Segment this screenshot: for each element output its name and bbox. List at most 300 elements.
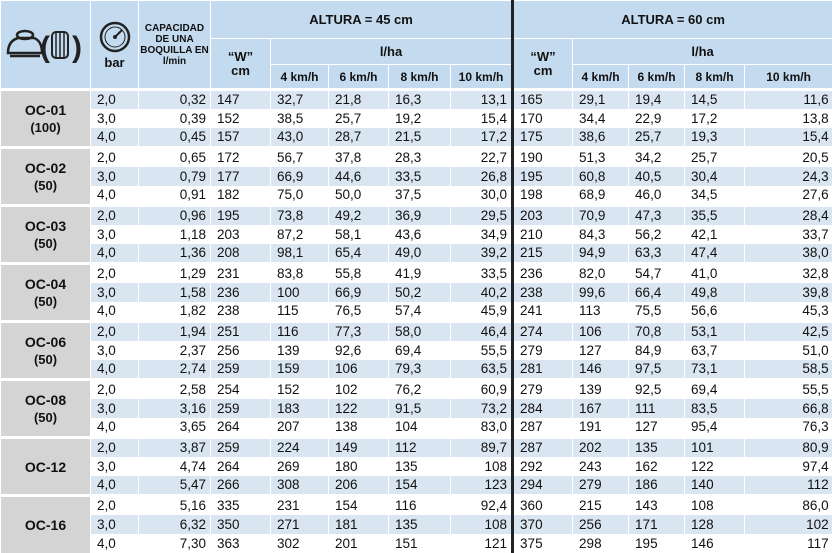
table-cell: 0,91 (139, 186, 211, 206)
table-cell: 177 (211, 167, 271, 186)
table-cell: 45,3 (745, 302, 832, 322)
nozzle-model-cell (1, 264, 91, 322)
height-45-title: ALTURA = 45 cm (211, 1, 513, 39)
table-cell: 3,16 (139, 399, 211, 418)
table-cell: 40,5 (629, 167, 685, 186)
table-cell: 17,2 (451, 128, 513, 148)
table-cell: 243 (573, 457, 629, 476)
table-cell: 73,2 (451, 399, 513, 418)
table-cell: 102 (745, 515, 832, 534)
nozzle-flow: (50) (33, 293, 58, 309)
table-cell: 82,0 (573, 264, 629, 284)
table-cell: 25,7 (629, 128, 685, 148)
table-cell: 231 (211, 264, 271, 284)
table-cell: 112 (389, 438, 451, 458)
table-row (1, 476, 832, 496)
table-cell: 215 (573, 496, 629, 516)
nozzle-model: OC-02 (24, 159, 67, 176)
table-cell: 151 (389, 534, 451, 553)
table-cell: 127 (629, 418, 685, 438)
table-cell: 29,1 (573, 90, 629, 110)
table-cell: 45,9 (451, 302, 513, 322)
table-cell: 21,8 (329, 90, 389, 110)
table-cell: 2,0 (91, 90, 139, 110)
speed-header: 8 km/h (685, 65, 745, 90)
table-cell: 49,0 (389, 244, 451, 264)
table-cell: 33,5 (451, 264, 513, 284)
table-cell: 128 (685, 515, 745, 534)
table-cell: 7,30 (139, 534, 211, 553)
table-cell: 16,3 (389, 90, 451, 110)
table-cell: 77,3 (329, 322, 389, 342)
table-cell: 69,4 (389, 341, 451, 360)
table-cell: 4,0 (91, 186, 139, 206)
nozzle-flow: (50) (33, 177, 58, 193)
table-cell: 46,0 (629, 186, 685, 206)
table-cell: 111 (629, 399, 685, 418)
bar-label: bar (104, 54, 125, 70)
table-cell: 375 (513, 534, 573, 553)
table-cell: 279 (573, 476, 629, 496)
speed-header: 6 km/h (329, 65, 389, 90)
table-cell: 13,1 (451, 90, 513, 110)
table-row (1, 90, 832, 110)
rate-header-45: l/ha (271, 39, 513, 65)
table-cell: 207 (271, 418, 329, 438)
table-cell: 251 (211, 322, 271, 342)
w-unit: cm (231, 62, 250, 78)
table-cell: 269 (271, 457, 329, 476)
height-60-title: ALTURA = 60 cm (513, 1, 832, 39)
table-cell: 27,6 (745, 186, 832, 206)
table-cell: 241 (513, 302, 573, 322)
speed-header: 10 km/h (745, 65, 832, 90)
table-cell: 0,32 (139, 90, 211, 110)
table-row (1, 438, 832, 458)
table-cell: 2,0 (91, 206, 139, 226)
table-cell: 3,0 (91, 225, 139, 244)
table-cell: 98,1 (271, 244, 329, 264)
table-cell: 182 (211, 186, 271, 206)
table-cell: 0,39 (139, 109, 211, 128)
table-cell: 172 (211, 148, 271, 168)
table-cell: 51,3 (573, 148, 629, 168)
table-cell: 259 (211, 438, 271, 458)
table-cell: 2,37 (139, 341, 211, 360)
table-cell: 15,4 (451, 109, 513, 128)
table-cell: 19,4 (629, 90, 685, 110)
table-cell: 75,5 (629, 302, 685, 322)
table-cell: 19,2 (389, 109, 451, 128)
table-cell: 4,0 (91, 418, 139, 438)
table-cell: 1,29 (139, 264, 211, 284)
table-cell: 236 (513, 264, 573, 284)
table-cell: 122 (685, 457, 745, 476)
table-row (1, 322, 832, 342)
nozzle-model-cell (1, 380, 91, 438)
table-cell: 1,36 (139, 244, 211, 264)
table-row (1, 418, 832, 438)
table-cell: 159 (271, 360, 329, 380)
w-header-60 (513, 39, 573, 90)
table-row (1, 167, 832, 186)
speed-header: 6 km/h (629, 65, 685, 90)
table-cell: 6,32 (139, 515, 211, 534)
table-cell: 1,58 (139, 283, 211, 302)
table-cell: 66,4 (629, 283, 685, 302)
table-cell: 266 (211, 476, 271, 496)
nozzle-model: OC-04 (24, 275, 67, 292)
table-cell: 308 (271, 476, 329, 496)
table-row (1, 360, 832, 380)
table-cell: 236 (211, 283, 271, 302)
table-row (1, 186, 832, 206)
table-cell: 15,4 (745, 128, 832, 148)
table-cell: 264 (211, 457, 271, 476)
table-cell: 256 (573, 515, 629, 534)
speed-header: 10 km/h (451, 65, 513, 90)
nozzle-model-cell (1, 322, 91, 380)
table-cell: 115 (271, 302, 329, 322)
table-cell: 1,18 (139, 225, 211, 244)
table-cell: 84,9 (629, 341, 685, 360)
table-cell: 4,0 (91, 128, 139, 148)
table-row (1, 457, 832, 476)
table-cell: 154 (389, 476, 451, 496)
table-cell: 138 (329, 418, 389, 438)
table-cell: 203 (211, 225, 271, 244)
table-cell: 127 (573, 341, 629, 360)
table-cell: 202 (573, 438, 629, 458)
table-cell: 4,0 (91, 534, 139, 553)
table-cell: 2,0 (91, 380, 139, 400)
table-cell: 39,8 (745, 283, 832, 302)
table-cell: 350 (211, 515, 271, 534)
table-cell: 32,8 (745, 264, 832, 284)
capacity-header: CAPACIDAD DE UNA BOQUILLA EN l/min (139, 1, 211, 90)
table-cell: 91,5 (389, 399, 451, 418)
table-cell: 287 (513, 418, 573, 438)
table-cell: 198 (513, 186, 573, 206)
table-cell: 32,7 (271, 90, 329, 110)
table-row (1, 496, 832, 516)
table-cell: 26,8 (451, 167, 513, 186)
table-cell: 39,2 (451, 244, 513, 264)
table-cell: 256 (211, 341, 271, 360)
table-cell: 49,8 (685, 283, 745, 302)
table-cell: 108 (451, 457, 513, 476)
table-cell: 58,5 (745, 360, 832, 380)
table-cell: 55,5 (745, 380, 832, 400)
table-cell: 4,0 (91, 476, 139, 496)
table-cell: 66,9 (329, 283, 389, 302)
table-cell: 3,0 (91, 109, 139, 128)
table-cell: 54,7 (629, 264, 685, 284)
table-cell: 57,4 (389, 302, 451, 322)
table-cell: 123 (451, 476, 513, 496)
table-cell: 13,8 (745, 109, 832, 128)
table-cell: 49,2 (329, 206, 389, 226)
table-cell: 42,5 (745, 322, 832, 342)
table-cell: 40,2 (451, 283, 513, 302)
table-row (1, 128, 832, 148)
w-label: “W” (227, 48, 254, 64)
table-cell: 147 (211, 90, 271, 110)
table-cell: 97,4 (745, 457, 832, 476)
table-cell: 97,5 (629, 360, 685, 380)
table-cell: 154 (329, 496, 389, 516)
table-cell: 50,2 (389, 283, 451, 302)
table-cell: 121 (451, 534, 513, 553)
table-cell: 95,4 (685, 418, 745, 438)
table-cell: 2,74 (139, 360, 211, 380)
table-cell: 274 (513, 322, 573, 342)
table-cell: 75,0 (271, 186, 329, 206)
table-cell: 116 (271, 322, 329, 342)
table-cell: 56,6 (685, 302, 745, 322)
table-cell: 84,3 (573, 225, 629, 244)
table-cell: 38,6 (573, 128, 629, 148)
nozzle-flow: (50) (33, 351, 58, 367)
nozzle-model: OC-08 (24, 391, 67, 408)
table-cell: 92,4 (451, 496, 513, 516)
nozzle-model: OC-03 (24, 217, 67, 234)
table-row (1, 148, 832, 168)
table-cell: 175 (513, 128, 573, 148)
table-cell: 63,3 (629, 244, 685, 264)
table-cell: 157 (211, 128, 271, 148)
table-cell: 47,3 (629, 206, 685, 226)
table-cell: 28,7 (329, 128, 389, 148)
table-cell: 28,3 (389, 148, 451, 168)
table-cell: 292 (513, 457, 573, 476)
table-cell: 279 (513, 341, 573, 360)
table-cell: 41,9 (389, 264, 451, 284)
table-cell: 100 (271, 283, 329, 302)
table-cell: 2,58 (139, 380, 211, 400)
table-cell: 108 (451, 515, 513, 534)
table-cell: 99,6 (573, 283, 629, 302)
table-cell: 279 (513, 380, 573, 400)
table-cell: 38,5 (271, 109, 329, 128)
table-cell: 102 (329, 380, 389, 400)
table-cell: 186 (629, 476, 685, 496)
nozzle-flow: (50) (33, 409, 58, 425)
rate-header-60: l/ha (573, 39, 832, 65)
w-label: “W” (530, 48, 556, 64)
table-cell: 30,4 (685, 167, 745, 186)
table-cell: 180 (329, 457, 389, 476)
table-cell: 3,0 (91, 341, 139, 360)
table-cell: 38,0 (745, 244, 832, 264)
speed-header: 4 km/h (573, 65, 629, 90)
table-cell: 34,2 (629, 148, 685, 168)
nozzle-model: OC-01 (24, 101, 67, 118)
table-cell: 65,4 (329, 244, 389, 264)
table-cell: 140 (685, 476, 745, 496)
table-cell: 231 (271, 496, 329, 516)
table-cell: 106 (329, 360, 389, 380)
speed-header: 4 km/h (271, 65, 329, 90)
nozzle-model: OC-12 (24, 458, 67, 475)
table-cell: 2,0 (91, 322, 139, 342)
table-cell: 2,0 (91, 148, 139, 168)
table-cell: 21,5 (389, 128, 451, 148)
table-cell: 3,0 (91, 167, 139, 186)
table-cell: 4,74 (139, 457, 211, 476)
table-cell: 191 (573, 418, 629, 438)
nozzle-flow: (100) (30, 119, 61, 135)
table-cell: 281 (513, 360, 573, 380)
bar-header (91, 1, 139, 90)
table-cell: 30,0 (451, 186, 513, 206)
table-row (1, 341, 832, 360)
table-cell: 33,5 (389, 167, 451, 186)
table-cell: 0,96 (139, 206, 211, 226)
table-cell: 83,0 (451, 418, 513, 438)
table-cell: 101 (685, 438, 745, 458)
table-row (1, 244, 832, 264)
table-cell: 70,8 (629, 322, 685, 342)
table-cell: 20,5 (745, 148, 832, 168)
table-cell: 70,9 (573, 206, 629, 226)
speed-header: 8 km/h (389, 65, 451, 90)
table-cell: 208 (211, 244, 271, 264)
nozzle-model-cell (1, 438, 91, 496)
table-cell: 139 (573, 380, 629, 400)
nozzle-model: OC-16 (24, 517, 67, 533)
table-row (1, 380, 832, 400)
table-cell: 37,8 (329, 148, 389, 168)
table-cell: 66,9 (271, 167, 329, 186)
table-cell: 170 (513, 109, 573, 128)
table-cell: 24,3 (745, 167, 832, 186)
table-cell: 41,0 (685, 264, 745, 284)
table-cell: 149 (329, 438, 389, 458)
table-cell: 171 (629, 515, 685, 534)
table-cell: 19,3 (685, 128, 745, 148)
table-row (1, 302, 832, 322)
table-cell: 17,2 (685, 109, 745, 128)
table-cell: 73,8 (271, 206, 329, 226)
table-cell: 83,8 (271, 264, 329, 284)
table-cell: 135 (389, 515, 451, 534)
table-cell: 238 (211, 302, 271, 322)
table-cell: 370 (513, 515, 573, 534)
table-cell: 116 (389, 496, 451, 516)
table-cell: 43,6 (389, 225, 451, 244)
table-cell: 0,45 (139, 128, 211, 148)
pressure-gauge-icon (98, 20, 132, 54)
table-cell: 53,1 (685, 322, 745, 342)
table-cell: 360 (513, 496, 573, 516)
table-cell: 104 (389, 418, 451, 438)
table-cell: 108 (685, 496, 745, 516)
table-cell: 335 (211, 496, 271, 516)
table-cell: 83,5 (685, 399, 745, 418)
table-cell: 55,5 (451, 341, 513, 360)
table-cell: 146 (685, 534, 745, 553)
table-cell: 1,94 (139, 322, 211, 342)
table-cell: 37,5 (389, 186, 451, 206)
nozzle-model-cell (1, 148, 91, 206)
table-cell: 86,0 (745, 496, 832, 516)
table-cell: 35,5 (685, 206, 745, 226)
table-cell: 63,5 (451, 360, 513, 380)
table-cell: 195 (211, 206, 271, 226)
table-cell: 5,47 (139, 476, 211, 496)
table-cell: 113 (573, 302, 629, 322)
table-row (1, 264, 832, 284)
nozzle-flow: (50) (33, 235, 58, 251)
table-cell: 112 (745, 476, 832, 496)
table-cell: 44,6 (329, 167, 389, 186)
nozzle-icon-cell (1, 1, 91, 90)
table-cell: 4,0 (91, 302, 139, 322)
table-cell: 181 (329, 515, 389, 534)
table-cell: 122 (329, 399, 389, 418)
table-cell: 47,4 (685, 244, 745, 264)
table-cell: 1,82 (139, 302, 211, 322)
table-cell: 0,79 (139, 167, 211, 186)
table-cell: 28,4 (745, 206, 832, 226)
table-cell: 34,5 (685, 186, 745, 206)
table-cell: 25,7 (685, 148, 745, 168)
table-cell: 201 (329, 534, 389, 553)
table-cell: 3,0 (91, 399, 139, 418)
table-cell: 92,5 (629, 380, 685, 400)
table-cell: 22,9 (629, 109, 685, 128)
table-cell: 298 (573, 534, 629, 553)
table-cell: 68,9 (573, 186, 629, 206)
table-cell: 76,5 (329, 302, 389, 322)
table-cell: 58,1 (329, 225, 389, 244)
table-cell: 206 (329, 476, 389, 496)
table-cell: 143 (629, 496, 685, 516)
table-cell: 73,1 (685, 360, 745, 380)
table-cell: 3,0 (91, 283, 139, 302)
table-cell: 5,16 (139, 496, 211, 516)
table-cell: 254 (211, 380, 271, 400)
table-cell: 46,4 (451, 322, 513, 342)
table-body (1, 90, 832, 553)
table-cell: 183 (271, 399, 329, 418)
table-cell: 43,0 (271, 128, 329, 148)
table-cell: 3,87 (139, 438, 211, 458)
table-cell: 162 (629, 457, 685, 476)
table-cell: 3,0 (91, 457, 139, 476)
table-cell: 87,2 (271, 225, 329, 244)
table-cell: 29,5 (451, 206, 513, 226)
table-cell: 152 (271, 380, 329, 400)
table-cell: 117 (745, 534, 832, 553)
table-cell: 4,0 (91, 360, 139, 380)
table-cell: 50,0 (329, 186, 389, 206)
table-cell: 271 (271, 515, 329, 534)
svg-text:(: ( (39, 30, 50, 64)
nozzle-model: OC-06 (24, 333, 67, 350)
table-cell: 203 (513, 206, 573, 226)
table-cell: 60,8 (573, 167, 629, 186)
table-cell: 60,9 (451, 380, 513, 400)
table-cell: 34,4 (573, 109, 629, 128)
table-cell: 79,3 (389, 360, 451, 380)
table-cell: 92,6 (329, 341, 389, 360)
nozzle-model-cell (1, 90, 91, 148)
table-cell: 0,65 (139, 148, 211, 168)
table-cell: 69,4 (685, 380, 745, 400)
nozzle-model-cell (1, 496, 91, 553)
